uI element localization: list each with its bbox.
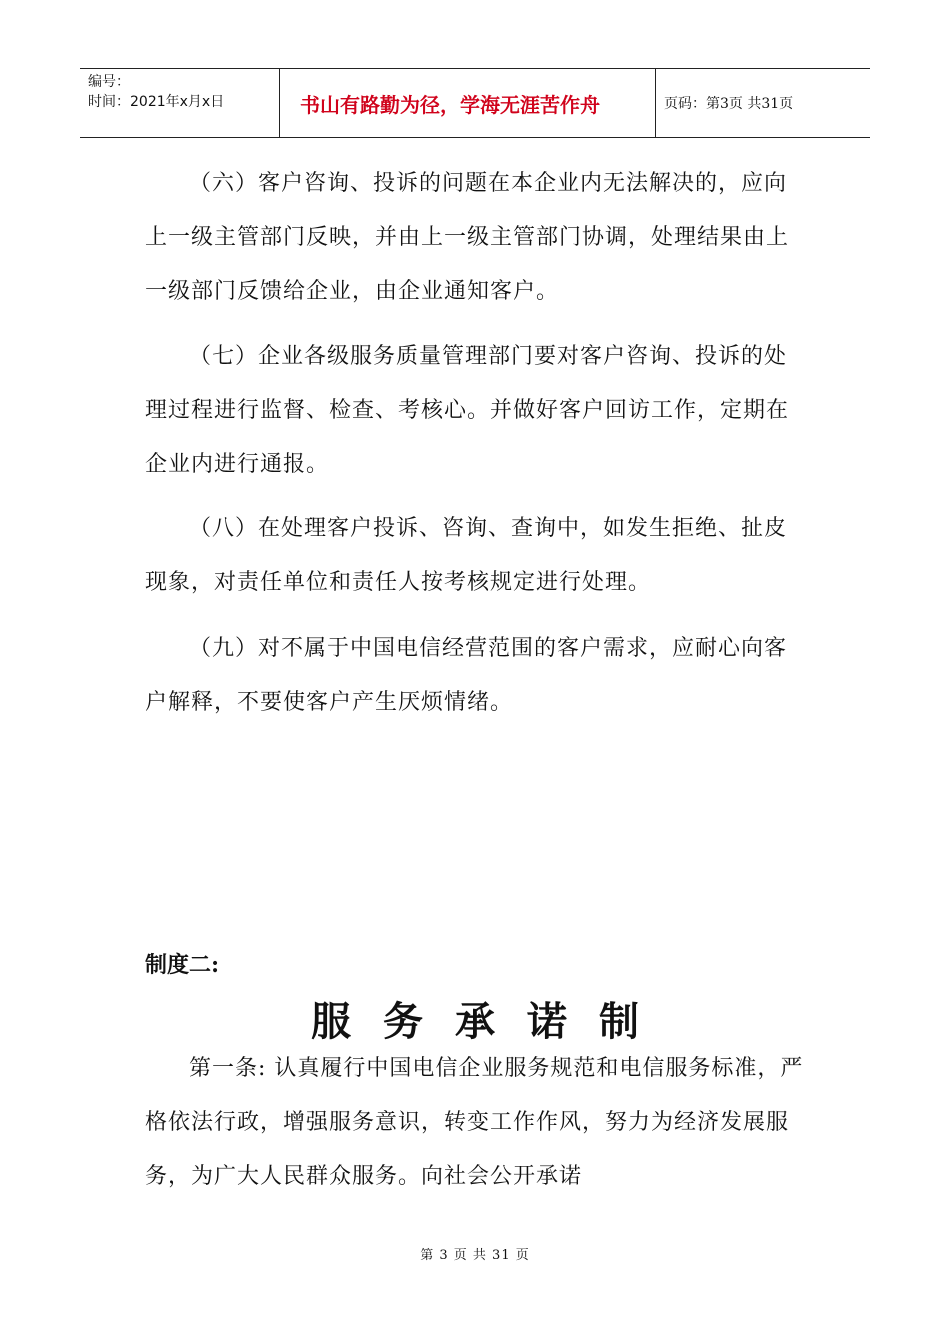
paragraph-item-8: （八）在处理客户投诉、咨询、查询中，如发生拒绝、扯皮现象，对责任单位和责任人按考核规定进行处理。	[145, 516, 788, 595]
header-motto: 书山有路勤为径，学海无涯苦作舟	[280, 69, 656, 137]
paragraph-item-9: （九）对不属于中国电信经营范围的客户需求，应耐心向客户解释，不要使客户产生厌烦情绪。	[145, 636, 788, 715]
section-title: 服务承诺制	[311, 998, 671, 1045]
article-1: 第一条: 认真履行中国电信企业服务规范和电信服务标准，严格依法行政，增强服务意识，转变工作作风，努力为经济发展服务，为广大人民群众服务。向社会公开承诺	[145, 1056, 804, 1189]
header-page-info: 页码：第3页 共31页	[664, 96, 794, 112]
document-number-label: 编号：	[88, 74, 130, 90]
document-date-label: 时间：2021年x月x日	[88, 94, 225, 110]
page-header	[80, 68, 870, 138]
paragraph-item-6: （六）客户咨询、投诉的问题在本企业内无法解决的，应向上一级主管部门反映，并由上一级主管部门协调，处理结果由上一级部门反馈给企业，由企业通知客户。	[145, 171, 790, 304]
header-meta	[80, 69, 280, 137]
page-footer: 第 3 页 共 31 页	[420, 1248, 530, 1263]
paragraph-item-7: （七）企业各级服务质量管理部门要对客户咨询、投诉的处理过程进行监督、检查、考核心。并做好客户回访工作，定期在企业内进行通报。	[145, 344, 790, 477]
section-label: 制度二:	[145, 952, 220, 978]
